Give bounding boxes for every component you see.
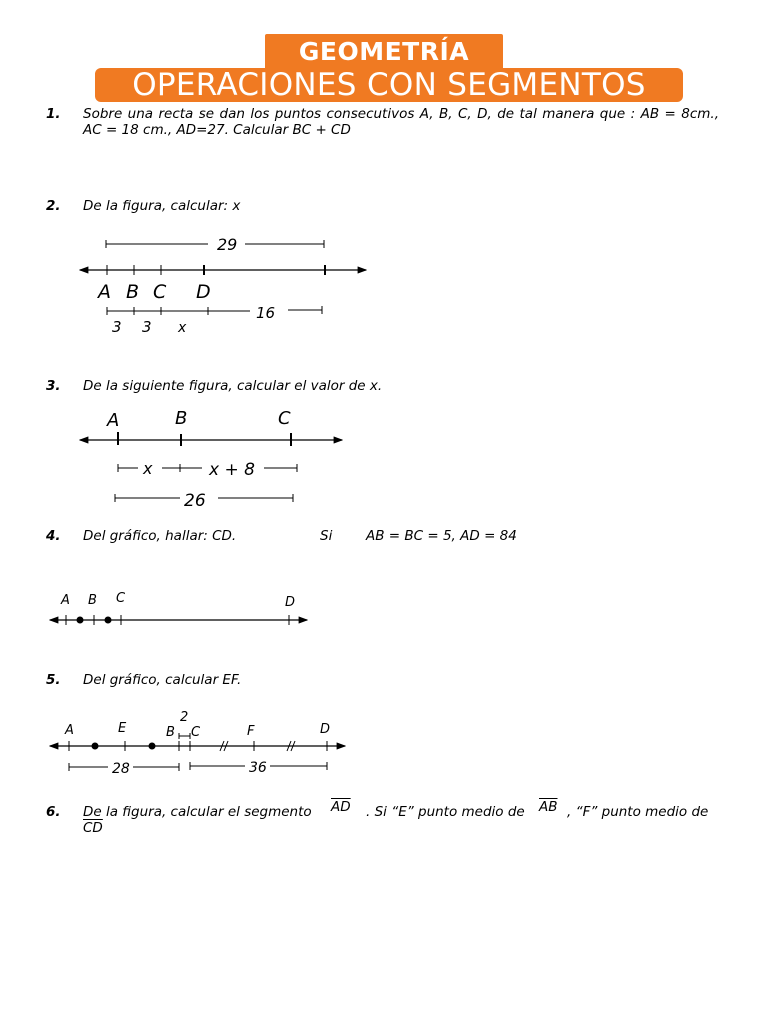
problem-4-condition-label: Si [320, 528, 333, 544]
problem-5-number: 5. [46, 672, 61, 688]
figure-2-point-b: B [126, 281, 140, 303]
figure-2-ab-label: 3 [112, 318, 122, 336]
figure-2-point-a: A [98, 281, 111, 303]
figure-4 [50, 591, 307, 625]
figure-5-cd-label: 36 [249, 760, 267, 776]
problem-1-text: Sobre una recta se dan los puntos consecutivos A, B, C, D, de tal manera que : AB = 8cm., AC = 18 cm., AD=27. Calcular BC + CD [83, 106, 719, 138]
figure-5-point-b: B [166, 725, 175, 740]
problem-6-segment-ad: $\overline{AD}$ [331, 799, 351, 815]
figure-3-x8-label: x + 8 [209, 460, 255, 480]
figure-3-total-label: 26 [184, 491, 206, 511]
problem-2-number: 2. [46, 198, 61, 214]
problem-4-number: 4. [46, 528, 61, 544]
problem-6-number: 6. [46, 804, 61, 820]
problem-6-segment-cd: $\overline{CD}$ [83, 820, 103, 836]
figure-2 [80, 235, 366, 336]
problem-6-segment-ab: $\overline{AB}$ [539, 799, 558, 815]
figure-4-point-a: A [61, 593, 70, 608]
figure-4-point-d: D [285, 595, 296, 610]
figure-5-ab-label: 28 [112, 761, 130, 777]
figure-5-point-c: C [191, 725, 201, 740]
figure-3-point-a: A [107, 410, 120, 431]
problem-5-text: Del gráfico, calcular EF. [83, 672, 242, 688]
figure-3-point-c: C [278, 408, 291, 429]
figure-2-point-d: D [196, 281, 211, 303]
figure-5-point-a: A [65, 723, 74, 738]
problem-2-text: De la figura, calcular: x [83, 198, 241, 214]
figure-3 [80, 408, 342, 511]
figure-2-segment-label: 16 [256, 304, 276, 322]
subject-title: GEOMETRÍA [298, 37, 470, 66]
figure-2-point-c: C [153, 281, 167, 303]
problem-6-text-a: De la figura, calcular el segmento [83, 804, 312, 820]
figure-5-point-d: D [320, 722, 331, 737]
figure-2-total-label: 29 [217, 235, 238, 254]
problem-1-number: 1. [46, 106, 61, 122]
figure-3-x-label: x [143, 459, 153, 478]
figure-2-x-label: x [178, 320, 187, 336]
figure-5-bc-label: 2 [180, 710, 189, 725]
figure-3-point-b: B [175, 408, 188, 429]
problem-4-condition: AB = BC = 5, AD = 84 [366, 528, 517, 544]
figure-5-point-e: E [118, 721, 127, 736]
page-title: OPERACIONES CON SEGMENTOS [132, 67, 646, 103]
figure-4-point-b: B [88, 593, 97, 608]
figure-5 [50, 710, 345, 777]
figure-2-bc-label: 3 [142, 318, 152, 336]
problem-6-text-c: , “F” punto medio de [567, 804, 709, 820]
problem-3-number: 3. [46, 378, 61, 394]
problem-4-text: Del gráfico, hallar: CD. [83, 528, 237, 544]
problem-6-text-b: . Si “E” punto medio de [366, 804, 525, 820]
figure-5-point-f: F [247, 724, 255, 739]
figure-4-point-c: C [116, 591, 126, 606]
problem-3-text: De la siguiente figura, calcular el valor de x. [83, 378, 383, 394]
